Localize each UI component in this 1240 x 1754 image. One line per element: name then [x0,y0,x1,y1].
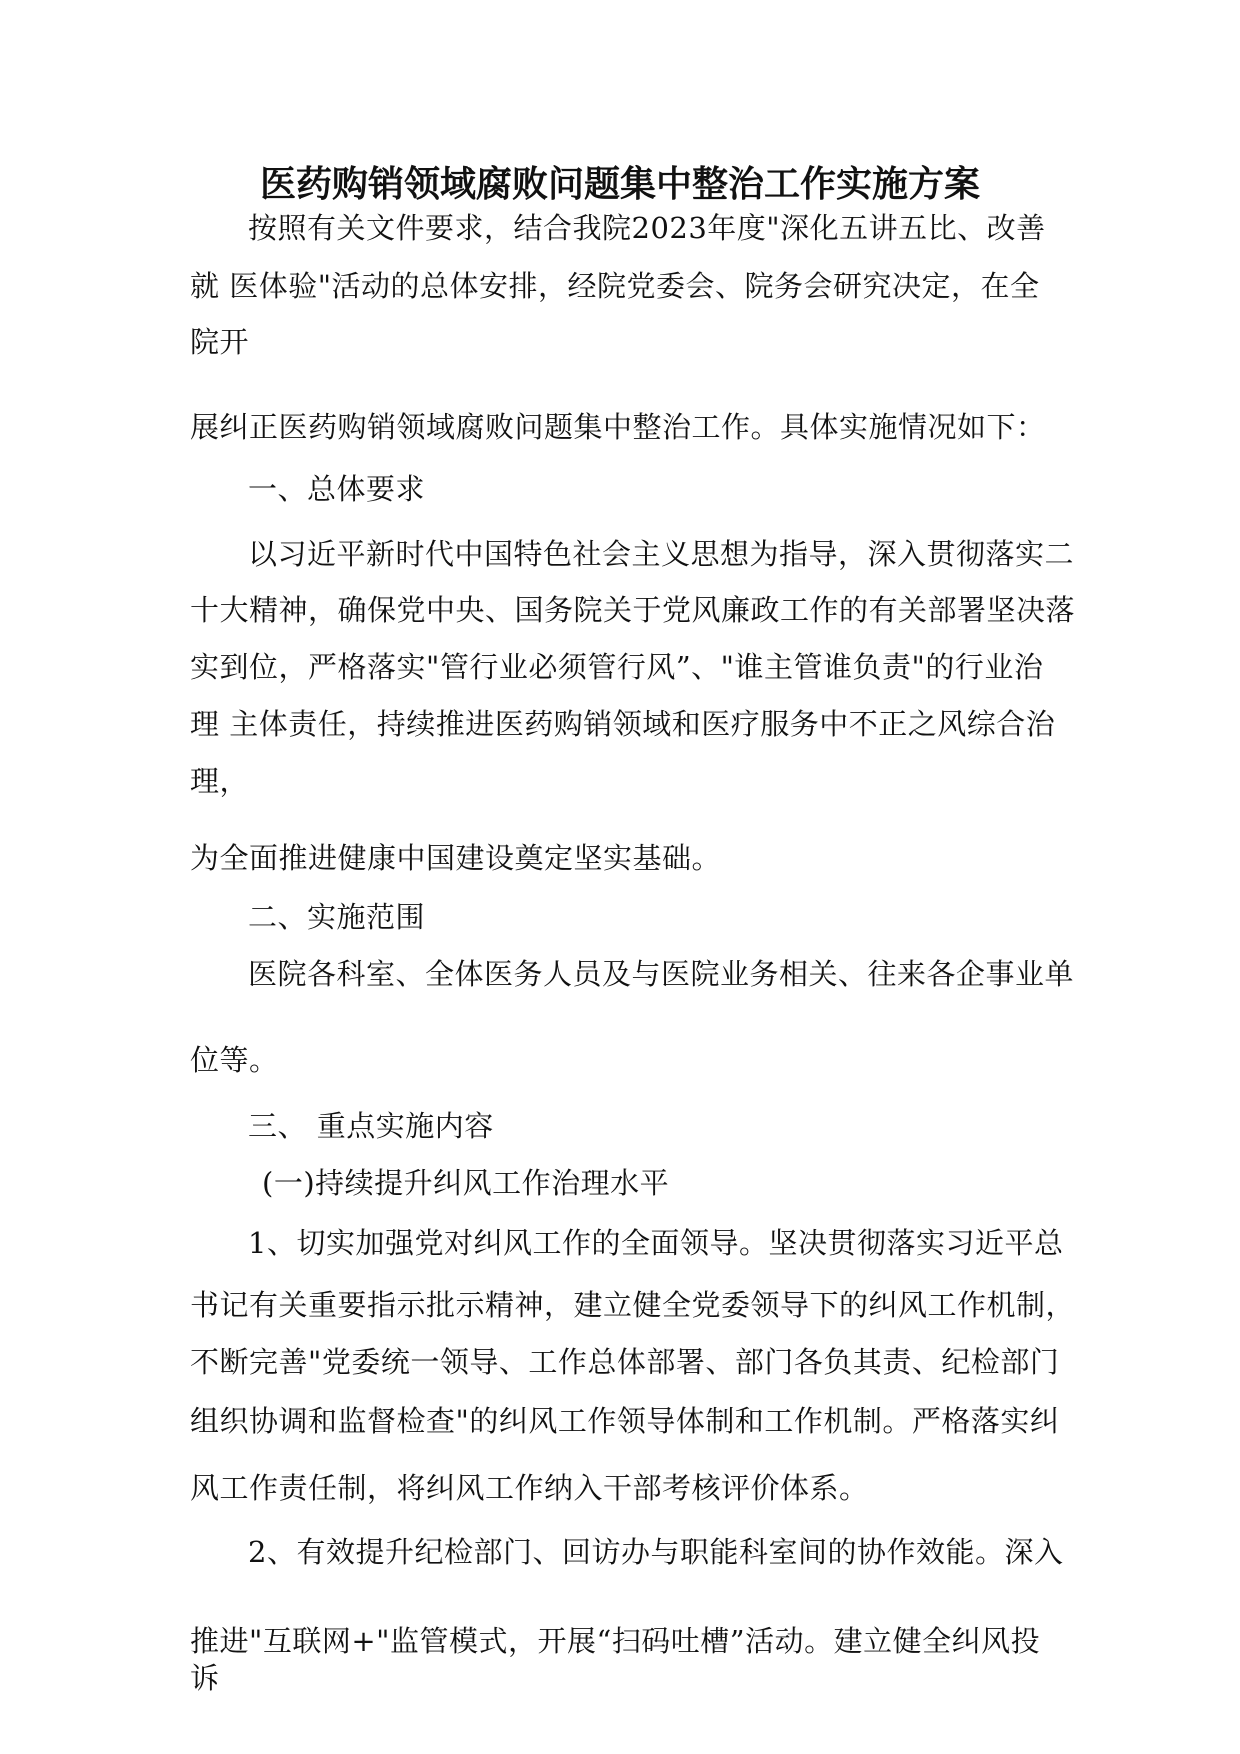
paragraph-line: 以习近平新时代中国特色社会主义思想为指导，深入贯彻落实二 [248,537,1075,571]
paragraph-line: 按照有关文件要求，结合我院2023年度"深化五讲五比、改善 [248,211,1046,245]
paragraph-line: 位等。 [190,1043,279,1077]
paragraph-line: 展纠正医药购销领域腐败问题集中整治工作。具体实施情况如下： [190,410,1046,444]
paragraph-line: 为全面推进健康中国建设奠定坚实基础。 [190,841,722,875]
paragraph-line: 医院各科室、全体医务人员及与医院业务相关、往来各企事业单 [248,957,1075,991]
paragraph-line: 诉 [190,1661,220,1695]
paragraph-line: 就 医体验"活动的总体安排，经院党委会、院务会研究决定，在全 [190,269,1040,303]
paragraph-line: 风工作责任制，将纠风工作纳入干部考核评价体系。 [190,1471,869,1505]
paragraph-line: 组织协调和监督检查"的纠风工作领导体制和工作机制。严格落实纠 [190,1404,1060,1438]
section-heading: 二、实施范围 [248,900,426,934]
paragraph-line: 2、有效提升纪检部门、回访办与职能科室间的协作效能。深入 [248,1535,1064,1569]
paragraph-line: 十大精神，确保党中央、国务院关于党风廉政工作的有关部署坚决落 [190,593,1076,627]
paragraph-line: 书记有关重要指示批示精神，建立健全党委领导下的纠风工作机制， [190,1288,1076,1322]
document-title: 医药购销领域腐败问题集中整治工作实施方案 [259,163,980,205]
section-heading: 一、总体要求 [248,472,426,506]
paragraph-line: 推进"互联网+"监管模式，开展“扫码吐槽”活动。建立健全纠风投 [190,1624,1041,1658]
paragraph-line: 理 主体责任，持续推进医药购销领域和医疗服务中不正之风综合治 [190,707,1056,741]
paragraph-line: 实到位，严格落实"管行业必须管行风”、"谁主管谁负责"的行业治 [190,650,1044,684]
paragraph-line: 理， [190,764,250,798]
subsection-heading: (一)持续提升纠风工作治理水平 [262,1166,670,1200]
paragraph-line: 院开 [190,325,250,359]
section-heading: 三、 重点实施内容 [248,1109,494,1143]
paragraph-line: 1、切实加强党对纠风工作的全面领导。坚决贯彻落实习近平总 [248,1226,1064,1260]
paragraph-line: 不断完善"党委统一领导、工作总体部署、部门各负其责、纪检部门 [190,1345,1060,1379]
